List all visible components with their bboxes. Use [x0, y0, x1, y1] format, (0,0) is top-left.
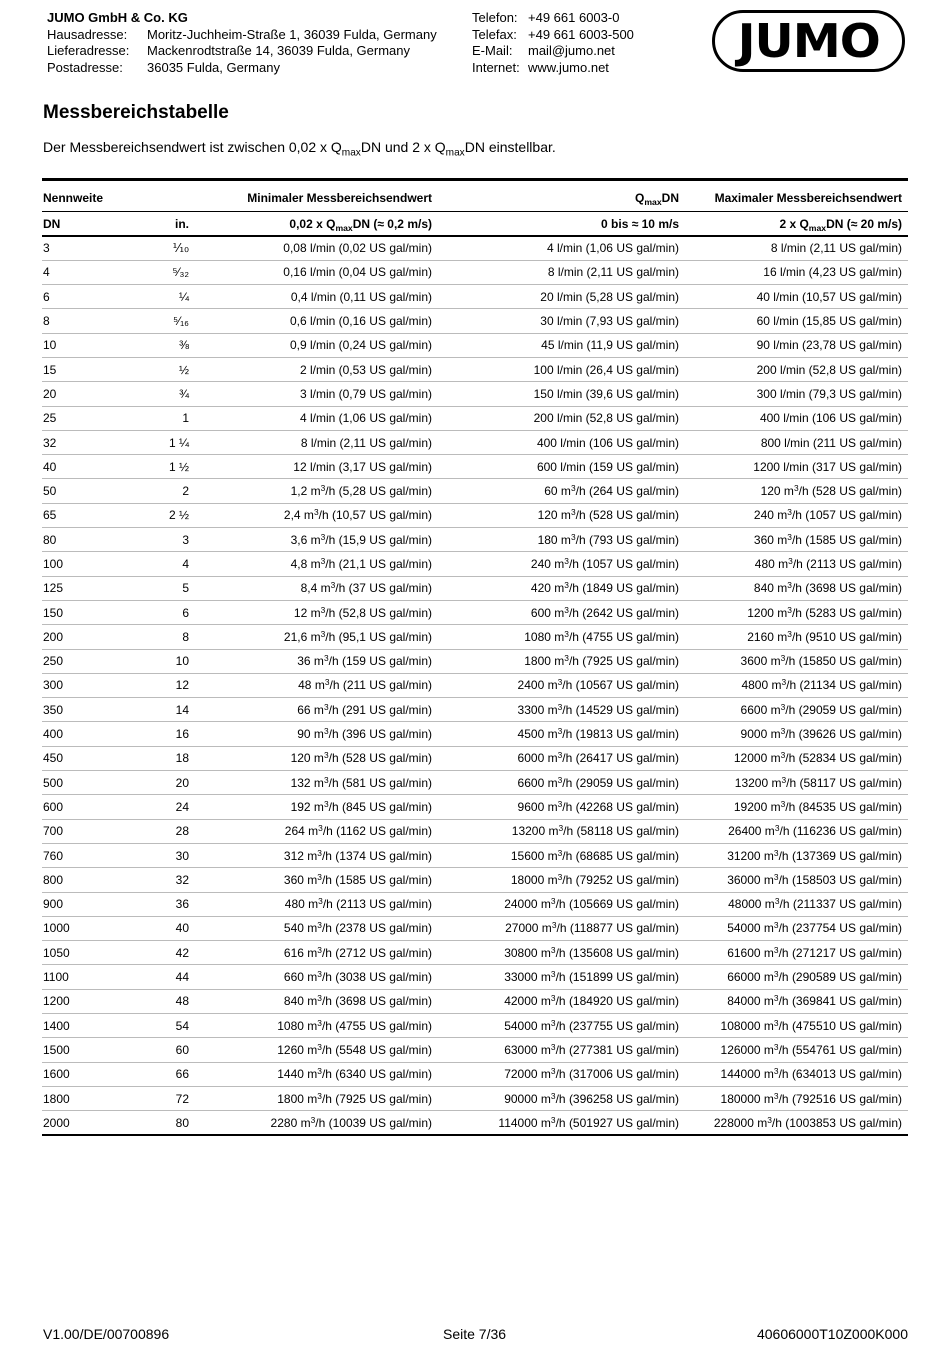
cell-dn: 3 [43, 241, 50, 256]
cell-min: 2 l/min (0,53 US gal/min) [299, 362, 432, 377]
table-row [42, 503, 908, 527]
cell-inch: 30 [175, 848, 189, 863]
cell-min: 3 l/min (0,79 US gal/min) [299, 386, 432, 401]
cell-dn: 300 [43, 678, 64, 693]
cell-max: 180000 $m^3/h$ (792516 US gal/min) [720, 1090, 902, 1106]
cell-dn: 1050 [43, 945, 70, 960]
cell-max: 360 $m^3/h$ (1585 US gal/min) [753, 531, 902, 547]
intro-text: Der Messbereichsendwert ist zwischen 0,02 x $Q_{max}DN$ und 2 x $Q_{max}DN$ einstellbar. [43, 139, 556, 159]
cell-min: 1440 $m^3/h$ (6340 US gal/min) [277, 1066, 432, 1082]
cell-qmax: 42000 $m^3/h$ (184920 US gal/min) [504, 993, 679, 1009]
cell-qmax: 114000 $m^3/h$ (501927 US gal/min) [498, 1114, 679, 1130]
cell-inch: ⅒ [172, 241, 189, 256]
company-address-block [47, 10, 437, 76]
logo-text: JUMO [737, 14, 880, 68]
cell-qmax: 200 l/min (52,8 US gal/min) [533, 411, 679, 426]
cell-qmax: 9600 $m^3/h$ (42268 US gal/min) [517, 799, 679, 814]
cell-qmax: 600 $m^3/h$ (2642 US gal/min) [530, 604, 679, 620]
cell-min: 4,8 $m^3/h$ (21,1 US gal/min) [290, 556, 432, 571]
address-label: Lieferadresse: [47, 43, 130, 59]
cell-inch: 66 [175, 1067, 189, 1082]
jumo-logo [712, 10, 905, 72]
cell-min: 1080 $m^3/h$ (4755 US gal/min) [277, 1017, 432, 1033]
cell-qmax: 6600 $m^3/h$ (29059 US gal/min) [517, 774, 679, 790]
cell-max: 120 $m^3/h$ (528 US gal/min) [760, 483, 902, 499]
cell-min: 0,08 l/min (0,02 US gal/min) [283, 241, 432, 256]
table-row [42, 285, 908, 309]
table-row [42, 236, 908, 260]
table-row [42, 600, 908, 624]
header-nennweite: Nennweite [43, 191, 104, 205]
cell-max: 48000 $m^3/h$ (211337 US gal/min) [728, 896, 902, 912]
cell-dn: 1200 [43, 994, 70, 1009]
cell-dn: 50 [43, 484, 57, 499]
cell-inch: 40 [175, 921, 189, 936]
cell-qmax: 63000 $m^3/h$ (277381 US gal/min) [504, 1042, 679, 1057]
cell-dn: 700 [43, 824, 64, 839]
table-row [42, 1111, 908, 1135]
cell-max: 31200 $m^3/h$ (137369 US gal/min) [727, 847, 902, 863]
cell-max: 90 l/min (23,78 US gal/min) [756, 338, 902, 353]
cell-qmax: 600 l/min (159 US gal/min) [536, 459, 679, 474]
address-label: Hausadresse: [47, 26, 128, 42]
address-label: Postadresse: [47, 59, 123, 75]
cell-qmax: 13200 $m^3/h$ (58118 US gal/min) [511, 823, 679, 839]
cell-dn: 100 [43, 557, 64, 571]
cell-max: 240 $m^3/h$ (1057 US gal/min) [753, 507, 902, 523]
cell-min: 90 $m^3/h$ (396 US gal/min) [297, 726, 432, 742]
cell-dn: 8 [43, 314, 50, 329]
contact-value: +49 661 6003-0 [528, 10, 620, 25]
cell-inch: 54 [175, 1018, 189, 1033]
cell-max: 840 $m^3/h$ (3698 US gal/min) [753, 580, 902, 596]
table-row [42, 1014, 908, 1038]
table-row [42, 1038, 908, 1062]
cell-inch: 36 [175, 897, 189, 912]
cell-qmax: 8 l/min (2,11 US gal/min) [547, 265, 679, 280]
cell-min: 2,4 $m^3/h$ (10,57 US gal/min) [283, 507, 432, 523]
company-name: JUMO GmbH & Co. KG [47, 10, 188, 25]
cell-qmax: 27000 $m^3/h$ (118877 US gal/min) [505, 920, 679, 936]
cell-dn: 1400 [43, 1018, 70, 1033]
table-row [42, 309, 908, 333]
footer-doc-id: 40606000T10Z000K000 [756, 1326, 908, 1342]
cell-inch: 5 [182, 581, 189, 596]
cell-min: 120 $m^3/h$ (528 US gal/min) [290, 750, 432, 766]
table-row [42, 649, 908, 673]
contact-label: E-Mail: [472, 43, 513, 59]
contact-label: Telefax: [472, 26, 517, 42]
cell-qmax: 150 l/min (39,6 US gal/min) [533, 386, 679, 401]
cell-max: 228000 $m^3/h$ (1003853 US gal/min) [713, 1114, 902, 1130]
contact-row [472, 43, 634, 60]
footer-version: V1.00/DE/00700896 [43, 1326, 170, 1342]
cell-qmax: 180 $m^3/h$ (793 US gal/min) [537, 531, 679, 547]
cell-qmax: 1800 $m^3/h$ (7925 US gal/min) [524, 653, 679, 669]
cell-inch: 42 [175, 945, 189, 960]
cell-max: 4800 $m^3/h$ (21134 US gal/min) [741, 677, 902, 693]
cell-inch: 8 [182, 629, 189, 644]
cell-dn: 400 [43, 727, 64, 742]
cell-max: 400 l/min (106 US gal/min) [759, 411, 902, 426]
table-row [42, 528, 908, 552]
cell-qmax: 18000 $m^3/h$ (79252 US gal/min) [510, 872, 679, 887]
cell-min: 36 $m^3/h$ (159 US gal/min) [297, 653, 432, 669]
cell-dn: 15 [43, 362, 57, 377]
cell-qmax: 30 l/min (7,93 US gal/min) [540, 314, 679, 329]
footer-page-number: Seite 7/36 [443, 1326, 507, 1342]
cell-qmax: 420 $m^3/h$ (1849 US gal/min) [530, 580, 679, 596]
cell-max: 480 $m^3/h$ (2113 US gal/min) [754, 556, 902, 571]
table-row [42, 260, 908, 284]
cell-inch: 18 [175, 751, 189, 766]
cell-max: 108000 $m^3/h$ (475510 US gal/min) [720, 1017, 902, 1033]
table-row [42, 892, 908, 916]
table-row [42, 455, 908, 479]
address-value: Mackenrodtstraße 14, 36039 Fulda, Germany [147, 43, 411, 59]
cell-max: 6600 $m^3/h$ (29059 US gal/min) [740, 702, 902, 717]
table-row [42, 965, 908, 989]
cell-inch: 44 [175, 970, 189, 985]
table-row [42, 722, 908, 746]
cell-min: 0,9 l/min (0,24 US gal/min) [289, 338, 432, 353]
cell-dn: 1800 [43, 1091, 70, 1106]
cell-qmax: 45 l/min (11,9 US gal/min) [541, 338, 679, 353]
cell-min: 48 $m^3/h$ (211 US gal/min) [298, 677, 432, 693]
cell-dn: 10 [43, 338, 57, 353]
table-subheader-row [42, 212, 908, 237]
table-row [42, 625, 908, 649]
cell-dn: 350 [43, 702, 64, 717]
cell-dn: 32 [43, 435, 57, 450]
table-row [42, 819, 908, 843]
table-row [42, 1086, 908, 1110]
address-value: 36035 Fulda, Germany [147, 59, 280, 75]
cell-min: 1260 $m^3/h$ (5548 US gal/min) [277, 1042, 432, 1057]
email-link[interactable]: mail@jumo.net [528, 43, 615, 59]
cell-dn: 600 [43, 799, 64, 814]
cell-max: 8 l/min (2,11 US gal/min) [770, 241, 902, 256]
cell-inch: ⅜ [178, 338, 189, 353]
table-row [42, 552, 908, 576]
cell-inch: 48 [175, 994, 189, 1009]
cell-qmax: 240 $m^3/h$ (1057 US gal/min) [530, 556, 679, 571]
cell-min: 66 $m^3/h$ (291 US gal/min) [297, 702, 432, 717]
address-row [47, 60, 437, 77]
cell-inch: 32 [175, 872, 189, 887]
cell-inch: 1 ½ [168, 459, 189, 474]
table-row [42, 771, 908, 795]
cell-min: 0,4 l/min (0,11 US gal/min) [290, 289, 432, 304]
table-row [42, 673, 908, 697]
contact-row [472, 27, 634, 44]
cell-dn: 450 [43, 751, 64, 766]
header-max: Maximaler Messbereichsendwert [714, 191, 902, 205]
cell-inch: 6 [182, 605, 189, 620]
cell-max: 54000 $m^3/h$ (237754 US gal/min) [727, 920, 902, 936]
cell-min: 312 $m^3/h$ (1374 US gal/min) [283, 847, 432, 863]
cell-max: 84000 $m^3/h$ (369841 US gal/min) [727, 993, 902, 1009]
cell-inch: 20 [175, 775, 189, 790]
contact-label: Telefon: [472, 10, 518, 25]
cell-inch: ⁵⁄₃₂ [172, 265, 189, 280]
cell-qmax: 90000 $m^3/h$ (396258 US gal/min) [504, 1090, 679, 1106]
table-row [42, 479, 908, 503]
address-value: Moritz-Juchheim-Straße 1, 36039 Fulda, Germany [147, 26, 437, 42]
cell-inch: 2 [182, 484, 189, 499]
cell-max: 126000 $m^3/h$ (554761 US gal/min) [720, 1042, 902, 1057]
cell-dn: 1500 [43, 1042, 70, 1057]
cell-qmax: 3300 $m^3/h$ (14529 US gal/min) [517, 702, 679, 717]
header-q-range: 0 bis ≈ 10 m/s [601, 216, 679, 231]
cell-max: 3600 $m^3/h$ (15850 US gal/min) [740, 653, 902, 669]
cell-qmax: 2400 $m^3/h$ (10567 US gal/min) [517, 677, 679, 693]
cell-max: 1200 $m^3/h$ (5283 US gal/min) [747, 604, 902, 620]
cell-min: 660 $m^3/h$ (3038 US gal/min) [283, 969, 432, 985]
table-row [42, 989, 908, 1013]
cell-min: 616 $m^3/h$ (2712 US gal/min) [283, 944, 432, 960]
cell-inch: 24 [175, 799, 189, 814]
table-row [42, 746, 908, 770]
cell-min: 360 $m^3/h$ (1585 US gal/min) [283, 872, 432, 887]
cell-inch: ⁵⁄₁₆ [173, 314, 189, 329]
table-row [42, 868, 908, 892]
cell-qmax: 4 l/min (1,06 US gal/min) [546, 241, 679, 256]
cell-dn: 500 [43, 775, 64, 790]
table-row [42, 382, 908, 406]
cell-qmax: 33000 $m^3/h$ (151899 US gal/min) [504, 969, 679, 985]
cell-min: 3,6 $m^3/h$ (15,9 US gal/min) [290, 531, 432, 547]
contact-block [472, 10, 634, 76]
cell-min: 4 l/min (1,06 US gal/min) [299, 411, 432, 426]
cell-qmax: 60 $m^3/h$ (264 US gal/min) [544, 483, 679, 499]
cell-inch: 80 [175, 1115, 189, 1130]
header-qmax: $Q_{max}DN$ [635, 191, 679, 208]
cell-inch: 72 [175, 1091, 189, 1106]
cell-max: 13200 $m^3/h$ (58117 US gal/min) [734, 774, 902, 790]
header-max-formula: 2 x $Q_{max}DN$ (≈ 20 m/s) [779, 216, 902, 233]
table-row [42, 795, 908, 819]
cell-min: 540 $m^3/h$ (2378 US gal/min) [283, 920, 432, 936]
cell-max: 36000 $m^3/h$ (158503 US gal/min) [727, 872, 902, 887]
cell-inch: 1 ¼ [168, 435, 189, 450]
cell-dn: 4 [43, 265, 50, 280]
cell-qmax: 15600 $m^3/h$ (68685 US gal/min) [510, 847, 679, 863]
cell-inch: 60 [175, 1042, 189, 1057]
cell-min: 264 $m^3/h$ (1162 US gal/min) [284, 823, 432, 839]
cell-max: 61600 $m^3/h$ (271217 US gal/min) [727, 944, 902, 960]
cell-min: 1,2 $m^3/h$ (5,28 US gal/min) [290, 483, 432, 499]
cell-min: 132 $m^3/h$ (581 US gal/min) [290, 774, 432, 790]
cell-inch: 10 [175, 654, 189, 669]
cell-dn: 150 [43, 605, 64, 620]
contact-row [472, 10, 634, 27]
cell-min: 12 l/min (3,17 US gal/min) [293, 459, 432, 474]
cell-max: 40 l/min (10,57 US gal/min) [756, 289, 902, 304]
cell-max: 9000 $m^3/h$ (39626 US gal/min) [740, 726, 902, 742]
table-row [42, 941, 908, 965]
header-in: in. [175, 216, 189, 231]
cell-max: 12000 $m^3/h$ (52834 US gal/min) [733, 750, 902, 766]
table-header-row [42, 180, 908, 212]
cell-inch: ½ [178, 362, 189, 377]
cell-max: 60 l/min (15,85 US gal/min) [756, 314, 902, 329]
cell-inch: 12 [175, 678, 189, 693]
table-row [42, 916, 908, 940]
table-row [42, 1062, 908, 1086]
cell-dn: 20 [43, 386, 57, 401]
cell-min: 8 l/min (2,11 US gal/min) [300, 435, 432, 450]
cell-max: 19200 $m^3/h$ (84535 US gal/min) [733, 799, 902, 814]
contact-value: +49 661 6003-500 [528, 26, 634, 42]
cell-min: 0,6 l/min (0,16 US gal/min) [289, 314, 432, 329]
cell-dn: 65 [43, 508, 57, 523]
cell-min: 12 $m^3/h$ (52,8 US gal/min) [293, 604, 432, 620]
cell-dn: 900 [43, 897, 64, 912]
cell-max: 2160 $m^3/h$ (9510 US gal/min) [747, 629, 902, 644]
cell-qmax: 120 $m^3/h$ (528 US gal/min) [537, 507, 679, 523]
table-row [42, 843, 908, 867]
cell-dn: 250 [43, 654, 64, 669]
cell-max: 144000 $m^3/h$ (634013 US gal/min) [720, 1066, 902, 1082]
cell-max: 1200 l/min (317 US gal/min) [753, 459, 902, 474]
address-row [47, 27, 437, 44]
contact-row [472, 60, 634, 77]
cell-dn: 6 [43, 289, 50, 304]
cell-min: 21,6 $m^3/h$ (95,1 US gal/min) [283, 629, 432, 644]
cell-min: 0,16 l/min (0,04 US gal/min) [283, 265, 432, 280]
cell-qmax: 1080 $m^3/h$ (4755 US gal/min) [524, 629, 679, 644]
table-row [42, 430, 908, 454]
table-row [42, 698, 908, 722]
cell-qmax: 100 l/min (26,4 US gal/min) [533, 362, 679, 377]
cell-qmax: 6000 $m^3/h$ (26417 US gal/min) [517, 750, 679, 766]
cell-max: 200 l/min (52,8 US gal/min) [756, 362, 902, 377]
cell-dn: 2000 [43, 1115, 70, 1130]
cell-dn: 1000 [43, 921, 70, 936]
header-min-formula: 0,02 x $Q_{max}DN$ (≈ 0,2 m/s) [289, 216, 432, 233]
cell-min: 840 $m^3/h$ (3698 US gal/min) [283, 993, 432, 1009]
cell-dn: 80 [43, 532, 57, 547]
cell-qmax: 20 l/min (5,28 US gal/min) [540, 289, 679, 304]
cell-max: 800 l/min (211 US gal/min) [760, 435, 902, 450]
cell-dn: 40 [43, 459, 57, 474]
cell-inch: 28 [175, 824, 189, 839]
cell-qmax: 54000 $m^3/h$ (237755 US gal/min) [504, 1017, 679, 1033]
cell-qmax: 72000 $m^3/h$ (317006 US gal/min) [504, 1066, 679, 1082]
table-row [42, 406, 908, 430]
cell-inch: ¼ [178, 289, 189, 304]
table-row [42, 576, 908, 600]
cell-dn: 125 [43, 581, 64, 596]
header-dn: DN [43, 216, 61, 231]
cell-inch: 16 [175, 727, 189, 742]
cell-dn: 1600 [43, 1067, 70, 1082]
cell-max: 66000 $m^3/h$ (290589 US gal/min) [727, 969, 902, 985]
cell-dn: 800 [43, 872, 64, 887]
cell-qmax: 400 l/min (106 US gal/min) [536, 435, 679, 450]
cell-max: 300 l/min (79,3 US gal/min) [756, 386, 902, 401]
contact-label: Internet: [472, 59, 520, 75]
cell-min: 192 $m^3/h$ (845 US gal/min) [290, 799, 432, 814]
cell-qmax: 4500 $m^3/h$ (19813 US gal/min) [517, 726, 679, 742]
cell-dn: 1100 [43, 970, 69, 985]
cell-inch: ¾ [178, 386, 189, 401]
table-row [42, 333, 908, 357]
header-min: Minimaler Messbereichsendwert [247, 191, 432, 205]
cell-dn: 25 [43, 411, 57, 426]
cell-inch: 2 ½ [168, 508, 189, 523]
cell-min: 2280 $m^3/h$ (10039 US gal/min) [270, 1114, 432, 1130]
cell-dn: 200 [43, 629, 64, 644]
cell-min: 1800 $m^3/h$ (7925 US gal/min) [277, 1090, 432, 1106]
cell-max: 26400 $m^3/h$ (116236 US gal/min) [728, 823, 902, 839]
table-row [42, 357, 908, 381]
page-title: Messbereichstabelle [43, 102, 229, 123]
cell-inch: 4 [182, 557, 189, 571]
cell-inch: 14 [175, 702, 189, 717]
cell-inch: 1 [182, 411, 189, 426]
cell-min: 8,4 $m^3/h$ (37 US gal/min) [300, 580, 432, 596]
cell-qmax: 24000 $m^3/h$ (105669 US gal/min) [504, 896, 679, 912]
cell-dn: 760 [43, 848, 64, 863]
cell-inch: 3 [182, 532, 189, 547]
cell-max: 16 l/min (4,23 US gal/min) [763, 265, 902, 280]
address-row [47, 43, 437, 60]
cell-qmax: 30800 $m^3/h$ (135608 US gal/min) [504, 944, 679, 960]
website-link[interactable]: www.jumo.net [528, 59, 609, 75]
measuring-range-table [42, 178, 908, 1136]
cell-min: 480 $m^3/h$ (2113 US gal/min) [284, 896, 432, 912]
